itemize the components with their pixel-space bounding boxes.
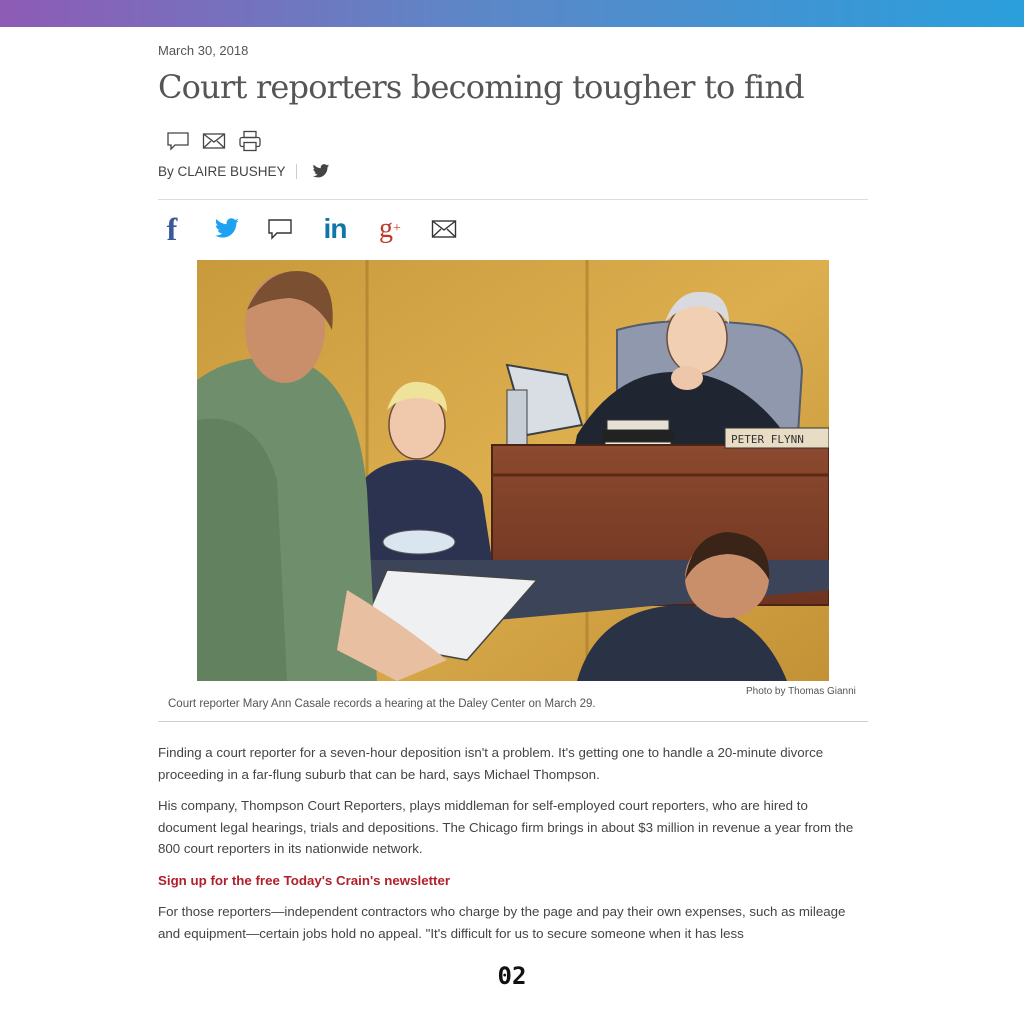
byline (158, 164, 330, 179)
article-tools (166, 130, 262, 152)
print-icon[interactable] (238, 130, 262, 152)
googleplus-letter: g (379, 213, 394, 244)
newsletter-signup-link[interactable]: Sign up for the free Today's Crain's newsletter (158, 872, 451, 888)
header-divider (158, 199, 868, 200)
photo-caption: Court reporter Mary Ann Casale records a hearing at the Daley Center on March 29. (168, 698, 596, 710)
courtroom-sketch-image (197, 260, 829, 681)
byline-divider (296, 164, 297, 179)
paragraph: Finding a court reporter for a seven-hour deposition isn't a problem. It's getting one to handle a 20-minute divorce proceeding in a far-flung suburb that can be hard, says Michael Thompson. (158, 745, 824, 782)
author-twitter-icon[interactable] (312, 164, 330, 179)
top-gradient-bar (0, 0, 1024, 27)
twitter-share-icon[interactable] (212, 212, 242, 246)
googleplus-share-icon[interactable] (375, 212, 405, 246)
googleplus-plus: + (393, 221, 401, 236)
email-icon[interactable] (202, 130, 226, 152)
comment-icon[interactable] (166, 130, 190, 152)
article-date: March 30, 2018 (158, 43, 249, 58)
author-name[interactable]: By CLAIRE BUSHEY (158, 164, 286, 179)
photo-credit: Photo by Thomas Gianni (746, 686, 856, 697)
article-body (158, 742, 858, 954)
comment-share-icon[interactable] (266, 212, 294, 246)
article-title: Court reporters becoming tougher to find (158, 68, 804, 106)
nameplate-text: PETER FLYNN (731, 433, 804, 446)
paragraph: His company, Thompson Court Reporters, plays middleman for self-employed court reporters, who are hired to document legal hearings, trials and depositions. The Chicago firm brings in about $3 million in revenue a year from the 800 court reporters in its nationwide network. (158, 798, 854, 856)
email-share-icon[interactable] (430, 212, 458, 246)
linkedin-share-icon[interactable]: in (323, 213, 347, 244)
caption-divider (158, 721, 868, 722)
facebook-share-icon[interactable]: f (166, 210, 178, 247)
page-number: 02 (497, 962, 527, 990)
paragraph: For those reporters—independent contractors who charge by the page and pay their own expenses, such as mileage and equipment—certain jobs hold no appeal. "It's difficult for us to secure someone when it has less (158, 904, 846, 941)
